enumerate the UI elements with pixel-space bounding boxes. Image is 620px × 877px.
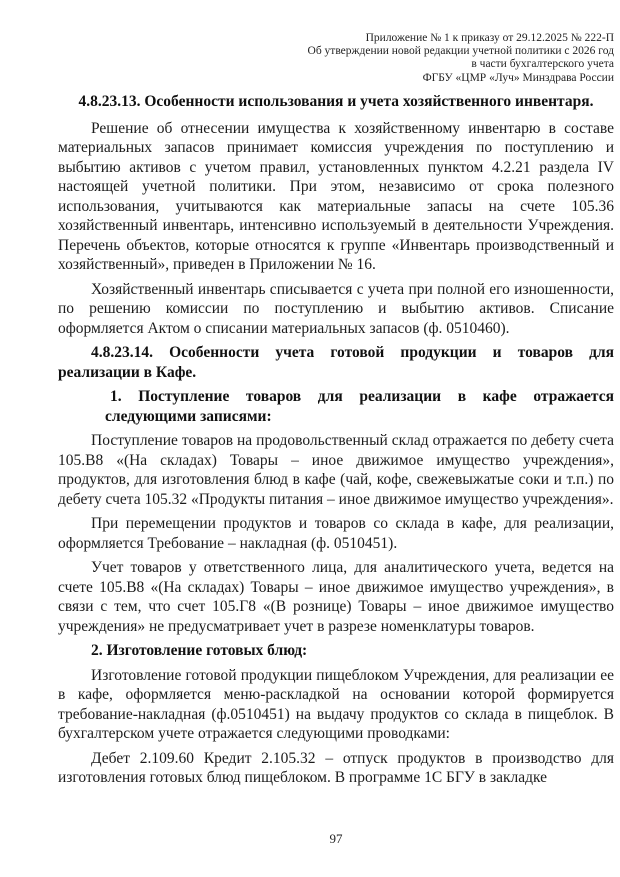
page-number: 97 (329, 831, 343, 846)
paragraph-debit-credit-entry: Дебет 2.109.60 Кредит 2.105.32 – отпуск продуктов в производство для изготовления готовых блюд пищеблоком. В программе 1С БГУ в закладке (58, 749, 614, 787)
appendix-header-line: Приложение № 1 к приказу от 29.12.2025 № 222-П (365, 32, 614, 44)
paragraph-meal-preparation: Изготовление готовой продукции пищеблоком Учреждения, для реализации ее в кафе, оформляется меню-раскладкой на основании которой формируется требование-накладная (ф.0510451) на выдачу продуктов со склада в пищеблок. В бухгалтерском учете отражается следующими проводками: (58, 666, 614, 743)
appendix-header-line: ФГБУ «ЦМР «Луч» Минздрава России (422, 71, 614, 84)
list-heading-goods-receipt: 1. Поступление товаров для реализации в кафе отражается следующими записями: (105, 388, 614, 425)
section-heading-4-8-23-14: 4.8.23.14. Особенности учета готовой продукции и товаров для реализации в Кафе. (58, 344, 614, 381)
appendix-header (58, 32, 614, 85)
paragraph-goods-analytical-accounting: Учет товаров у ответственного лица, для аналитического учета, ведется на счете 105.В8 «(На складах) Товары – иное движимое имущество учреждения», в связи с тем, что счет 105.Г8 «(В рознице) Товары – иное движимое имущество учреждения» не предусматривает учет в разрезе номенклатуры товаров. (58, 559, 614, 635)
paragraph-inventory-writeoff: Хозяйственный инвентарь списывается с учета при полной его изношенности, по решению комиссии по поступлению и выбытию активов. Списание оформляется Актом о списании материальных запасов (ф. 0510460). (58, 280, 614, 337)
appendix-header-line: Об утверждении новой редакции учетной политики с 2026 год (307, 45, 614, 58)
paragraph-inventory-decision: Решение об отнесении имущества к хозяйственному инвентарю в составе материальных запасов принимает комиссия учреждения по поступлению и выбытию активов с учетом правил, установленных пунктом 4.2.21 раздела IV настоящей учетной политики. При этом, независимо от срока полезного использования, учитываются как материальные запасы на счете 105.36 хозяйственный инвентарь, интенсивно используемый в деятельности Учреждения. Перечень объектов, которые относятся к группе «Инвентарь производственный и хозяйственный», приведен в Приложении № 16. (58, 119, 614, 274)
list-heading-meal-preparation: 2. Изготовление готовых блюд: (91, 642, 308, 660)
appendix-header-line: в части бухгалтерского учета (471, 58, 614, 71)
paragraph-goods-receipt-accounts: Поступление товаров на продовольственный склад отражается по дебету счета 105.В8 «(На складах) Товары – иное движимое имущество учреждения», продуктов, для изготовления блюд в кафе (чай, кофе, свежевыжатые соки и т.п.) по дебету счета 105.32 «Продукты питания – иное движимое имущество учреждения». (58, 432, 614, 508)
section-heading-4-8-23-13: 4.8.23.13. Особенности использования и учета хозяйственного инвентаря. (78, 92, 594, 110)
paragraph-goods-transfer: При перемещении продуктов и товаров со склада в кафе, для реализации, оформляется Требование – накладная (ф. 0510451). (58, 515, 614, 552)
